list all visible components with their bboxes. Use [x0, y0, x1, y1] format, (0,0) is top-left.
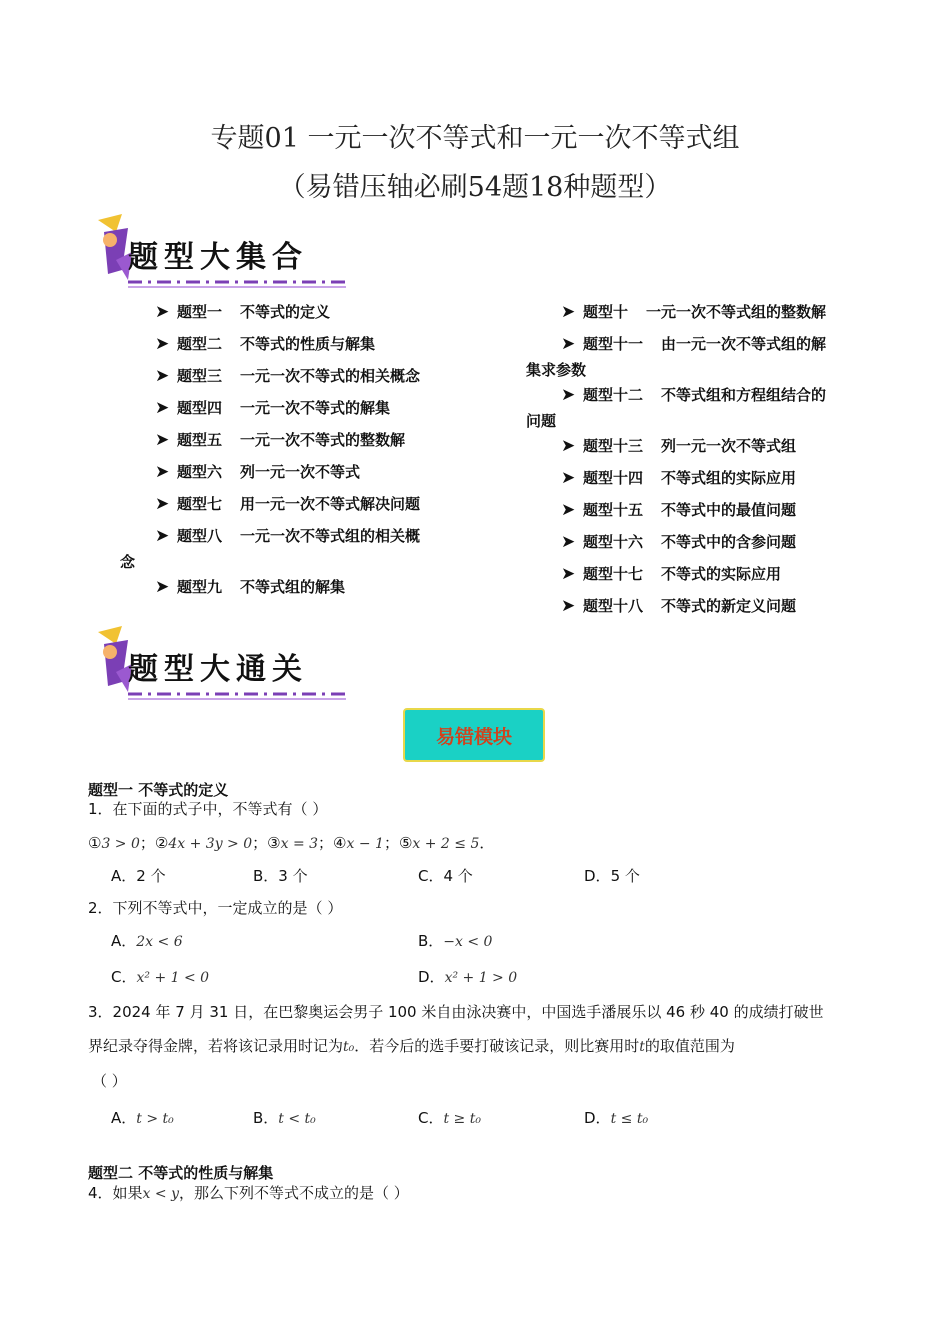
- option-d[interactable]: D．t ≤ t₀: [584, 1109, 649, 1127]
- toc-item[interactable]: ➤ 题型十五 不等式中的最值问题: [561, 500, 797, 520]
- toc-item-wrap: 集求参数: [526, 361, 587, 379]
- arrow-icon: ➤: [155, 334, 170, 354]
- arrow-icon: ➤: [561, 532, 576, 552]
- question-2-stem: 2．下列不等式中，一定成立的是（ ）: [88, 899, 343, 917]
- option-a[interactable]: A．2 个: [111, 867, 166, 885]
- toc-item[interactable]: ➤ 题型十四 不等式组的实际应用: [561, 468, 797, 488]
- toc-item[interactable]: ➤ 题型十七 不等式的实际应用: [561, 564, 782, 584]
- option-a[interactable]: A．2x < 6: [111, 932, 183, 950]
- option-d[interactable]: D．x² + 1 > 0: [418, 968, 518, 986]
- banner-collection-text: 题型大集合: [128, 240, 308, 275]
- option-c[interactable]: C．4 个: [418, 867, 473, 885]
- arrow-icon: ➤: [561, 302, 576, 322]
- toc-item[interactable]: ➤ 题型二 不等式的性质与解集: [155, 334, 376, 354]
- option-a[interactable]: A．t > t₀: [111, 1109, 174, 1127]
- question-3-stem: 3．2024 年 7 月 31 日，在巴黎奥运会男子 100 米自由泳决赛中，中国选手潘展乐以 46 秒 40 的成绩打破世: [88, 1003, 824, 1021]
- error-prone-module-button[interactable]: 易错模块: [403, 708, 545, 762]
- question-3-blank: （ ）: [92, 1072, 127, 1090]
- toc-item[interactable]: ➤ 题型八 一元一次不等式组的相关概: [155, 526, 421, 546]
- toc-item[interactable]: ➤ 题型九 不等式组的解集: [155, 577, 346, 597]
- question-1-expressions: ①3 > 0；②4x + 3y > 0；③x = 3；④x − 1；⑤x + 2 ≤ 5．: [88, 834, 495, 852]
- option-b[interactable]: B．3 个: [253, 867, 308, 885]
- arrow-icon: ➤: [561, 385, 576, 405]
- toc-item[interactable]: ➤ 题型十六 不等式中的含参问题: [561, 532, 797, 552]
- banner-pass-text: 题型大通关: [128, 652, 308, 687]
- question-4-stem: 4．如果x < y，那么下列不等式不成立的是（ ）: [88, 1184, 409, 1202]
- arrow-icon: ➤: [561, 334, 576, 354]
- toc-item[interactable]: ➤ 题型十一 由一元一次不等式组的解: [561, 334, 827, 354]
- toc-item[interactable]: ➤ 题型四 一元一次不等式的解集: [155, 398, 391, 418]
- page-title: 专题01 一元一次不等式和一元一次不等式组: [210, 123, 740, 154]
- arrow-icon: ➤: [561, 436, 576, 456]
- option-c[interactable]: C．x² + 1 < 0: [111, 968, 210, 986]
- arrow-icon: ➤: [155, 302, 170, 322]
- section-heading: 题型二 不等式的性质与解集: [88, 1164, 274, 1182]
- option-d[interactable]: D．5 个: [584, 867, 640, 885]
- arrow-icon: ➤: [155, 398, 170, 418]
- toc-item[interactable]: ➤ 题型十三 列一元一次不等式组: [561, 436, 797, 456]
- toc-item[interactable]: ➤ 题型一 不等式的定义: [155, 302, 331, 322]
- toc-left: [155, 302, 475, 558]
- toc-item[interactable]: ➤ 题型六 列一元一次不等式: [155, 462, 361, 482]
- arrow-icon: ➤: [155, 494, 170, 514]
- arrow-icon: ➤: [561, 468, 576, 488]
- banner-collection: [88, 210, 348, 292]
- arrow-icon: ➤: [561, 500, 576, 520]
- toc-item-wrap: 问题: [526, 412, 557, 430]
- page-subtitle: （易错压轴必刷54题18种题型）: [278, 172, 672, 203]
- toc-item[interactable]: ➤ 题型十 一元一次不等式组的整数解: [561, 302, 827, 322]
- toc-item[interactable]: ➤ 题型七 用一元一次不等式解决问题: [155, 494, 421, 514]
- arrow-icon: ➤: [561, 564, 576, 584]
- toc-item[interactable]: ➤ 题型十二 不等式组和方程组结合的: [561, 385, 827, 405]
- option-c[interactable]: C．t ≥ t₀: [418, 1109, 481, 1127]
- banner-pass: [88, 622, 348, 704]
- question-1-stem: 1．在下面的式子中，不等式有（ ）: [88, 800, 328, 818]
- option-b[interactable]: B．−x < 0: [418, 932, 493, 950]
- arrow-icon: ➤: [155, 430, 170, 450]
- arrow-icon: ➤: [155, 577, 170, 597]
- toc-item[interactable]: ➤ 题型三 一元一次不等式的相关概念: [155, 366, 421, 386]
- arrow-icon: ➤: [155, 462, 170, 482]
- option-b[interactable]: B．t < t₀: [253, 1109, 316, 1127]
- toc-item[interactable]: ➤ 题型五 一元一次不等式的整数解: [155, 430, 406, 450]
- toc-right-list: [561, 436, 796, 628]
- toc-item-wrap: 念: [120, 553, 136, 571]
- toc-item[interactable]: ➤ 题型十八 不等式的新定义问题: [561, 596, 797, 616]
- question-3-stem-cont: 界纪录夺得金牌，若将该记录用时记为t₀．若今后的选手要打破该记录，则比赛用时t的取值范围为: [88, 1037, 735, 1055]
- section-heading: 题型一 不等式的定义: [88, 781, 229, 799]
- arrow-icon: ➤: [155, 366, 170, 386]
- arrow-icon: ➤: [155, 526, 170, 546]
- arrow-icon: ➤: [561, 596, 576, 616]
